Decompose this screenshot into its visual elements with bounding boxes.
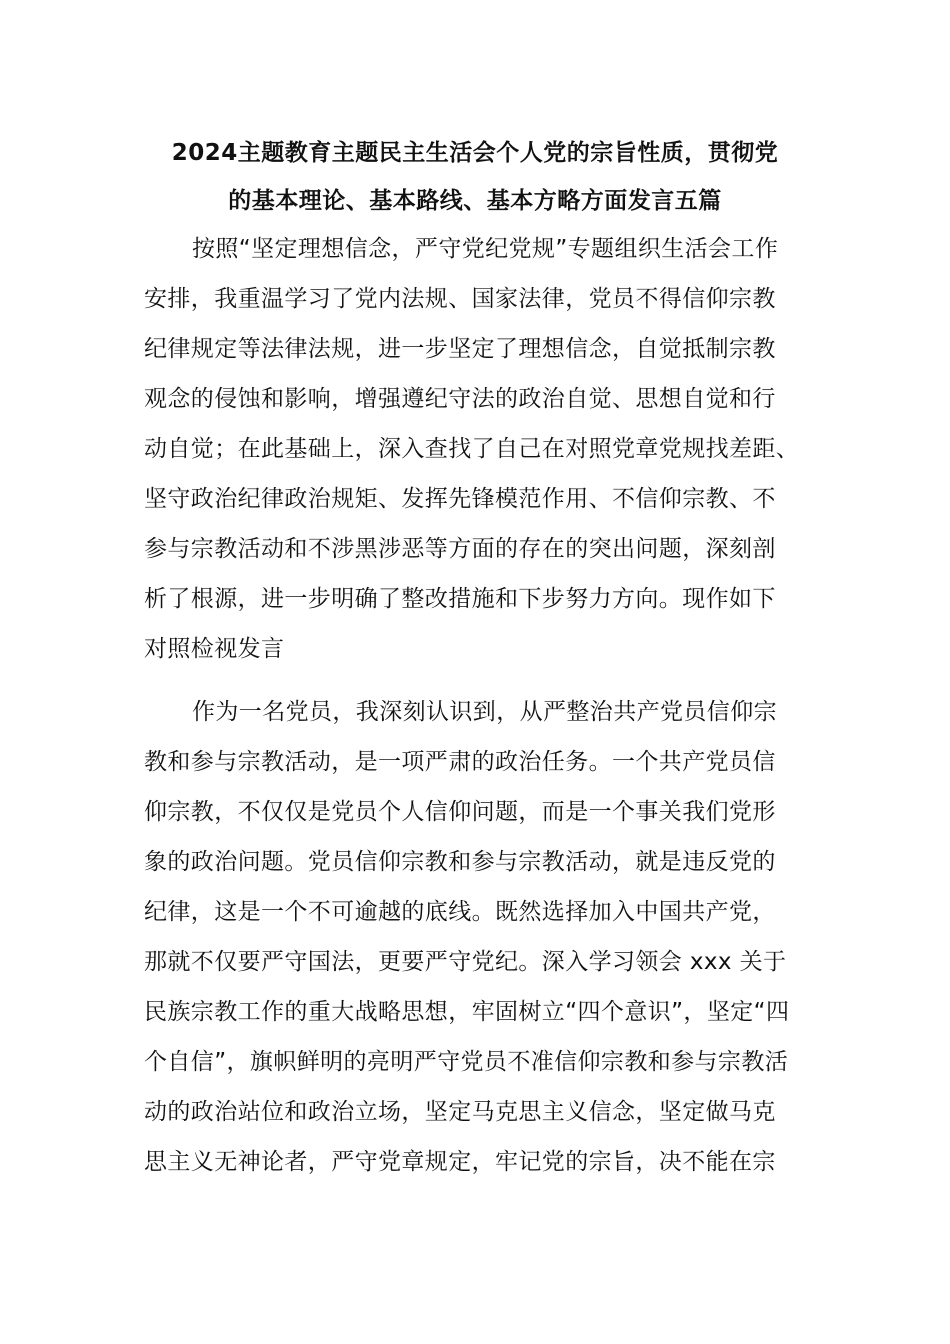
paragraph-2-line: 那就不仅要严守国法，更要严守党纪。深入学习领会 xxx 关于 xyxy=(144,949,787,975)
document-title-line-2: 的基本理论、基本路线、基本方略方面发言五篇 xyxy=(228,188,722,214)
paragraph-2-line: 作为一名党员，我深刻认识到，从严整治共产党员信仰宗 xyxy=(192,699,777,725)
paragraph-2-line: 动的政治站位和政治立场，坚定马克思主义信念，坚定做马克 xyxy=(144,1099,776,1125)
paragraph-1-line: 参与宗教活动和不涉黑涉恶等方面的存在的突出问题，深刻剖 xyxy=(144,536,776,562)
paragraph-2-line: 民族宗教工作的重大战略思想，牢固树立“四个意识”，坚定“四 xyxy=(144,999,790,1025)
paragraph-2-line: 仰宗教，不仅仅是党员个人信仰问题，而是一个事关我们党形 xyxy=(144,799,776,825)
paragraph-1-line: 坚守政治纪律政治规矩、发挥先锋模范作用、不信仰宗教、不 xyxy=(144,486,776,512)
paragraph-1-line: 安排，我重温学习了党内法规、国家法律，党员不得信仰宗教 xyxy=(144,286,776,312)
paragraph-2-line: 思主义无神论者，严守党章规定，牢记党的宗旨，决不能在宗 xyxy=(144,1149,776,1175)
paragraph-1-line: 动自觉；在此基础上，深入查找了自己在对照党章党规找差距、 xyxy=(144,436,800,462)
paragraph-2-line: 象的政治问题。党员信仰宗教和参与宗教活动，就是违反党的 xyxy=(144,849,776,875)
paragraph-2-line: 个自信”，旗帜鲜明的亮明严守党员不准信仰宗教和参与宗教活 xyxy=(144,1049,789,1075)
paragraph-1-line: 按照“坚定理想信念，严守党纪党规”专题组织生活会工作 xyxy=(192,236,779,262)
paragraph-2-line: 教和参与宗教活动，是一项严肃的政治任务。一个共产党员信 xyxy=(144,749,776,775)
document-title-line-1: 2024主题教育主题民主生活会个人党的宗旨性质，贯彻党 xyxy=(171,140,779,166)
paragraph-2-line: 纪律，这是一个不可逾越的底线。既然选择加入中国共产党， xyxy=(144,899,776,925)
paragraph-1-line: 纪律规定等法律法规，进一步坚定了理想信念，自觉抵制宗教 xyxy=(144,336,776,362)
paragraph-1-line: 对照检视发言 xyxy=(144,636,285,662)
paragraph-1-line: 析了根源，进一步明确了整改措施和下步努力方向。现作如下 xyxy=(144,586,776,612)
paragraph-1-line: 观念的侵蚀和影响，增强遵纪守法的政治自觉、思想自觉和行 xyxy=(144,386,776,412)
